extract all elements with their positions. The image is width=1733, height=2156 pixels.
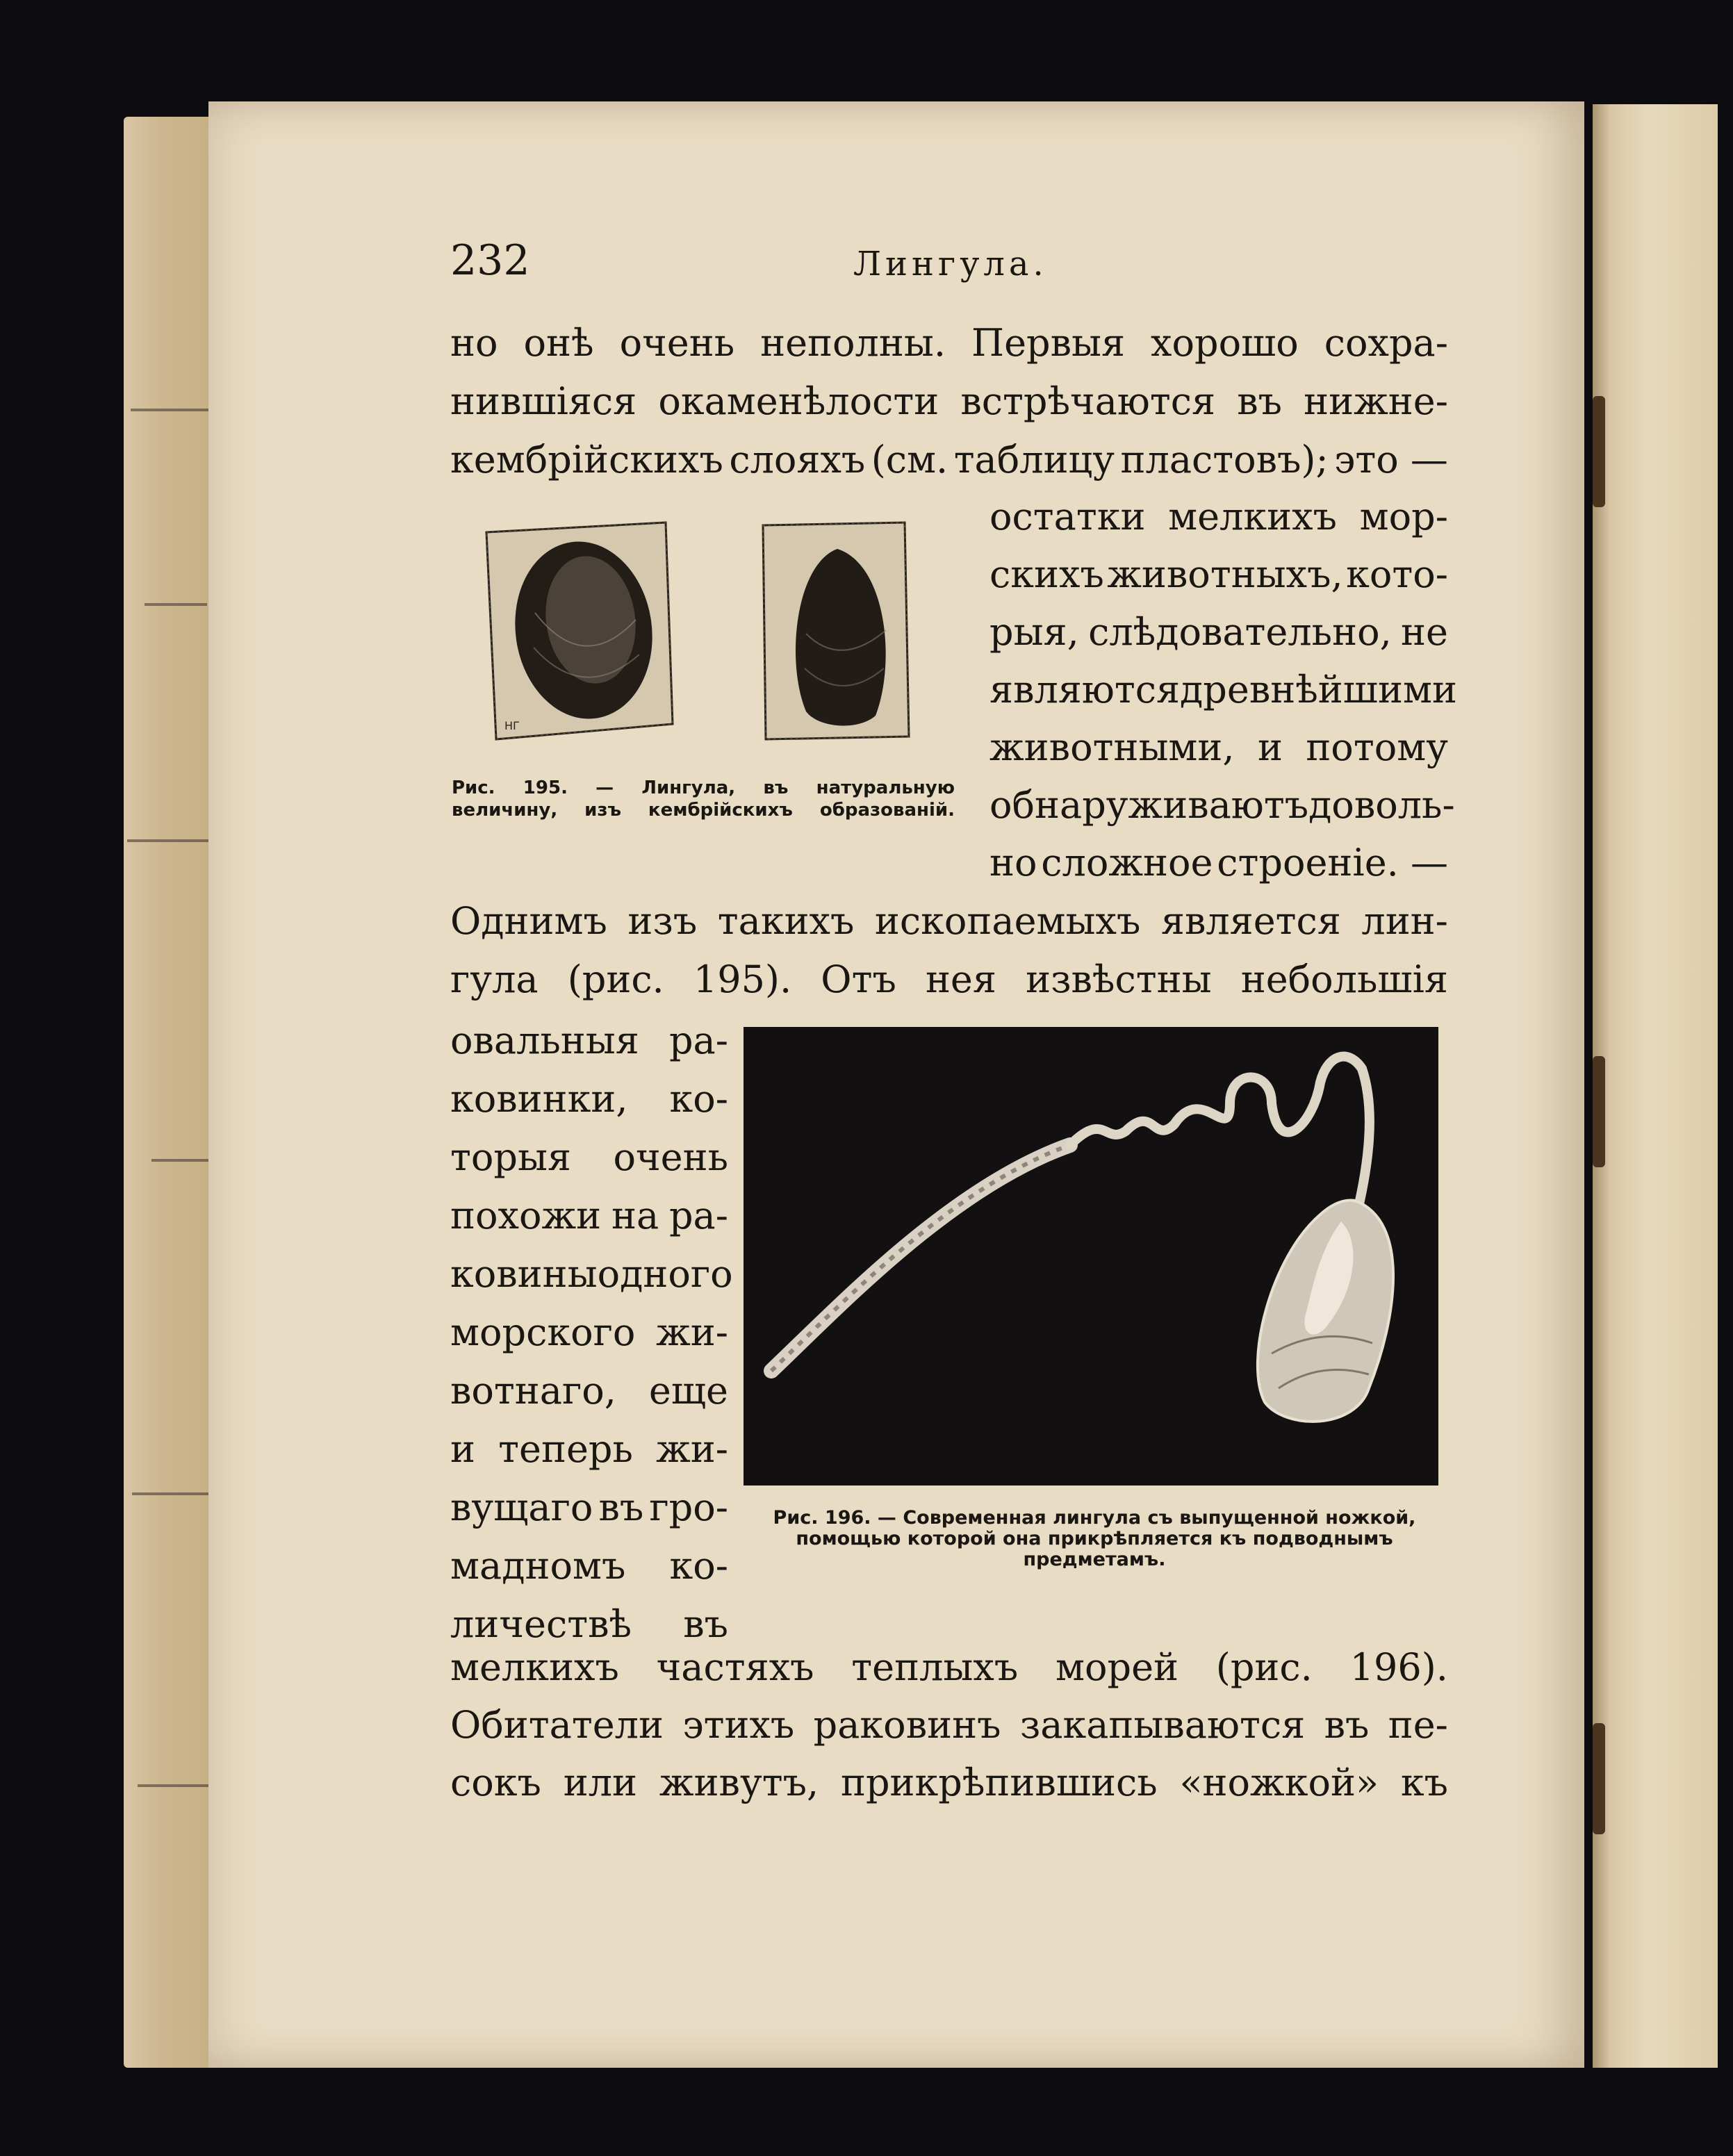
word: морей [1055,1645,1179,1689]
fossil-slab-left [486,522,673,739]
word: встрѣчаются [960,379,1216,423]
word: на [611,1194,659,1237]
word: къ [1400,1761,1448,1804]
word: прикрѣпившись [841,1761,1158,1804]
word: закапываются [1019,1703,1306,1747]
text-line [450,1602,728,1646]
word: ра- [668,1019,728,1062]
word: личествѣ [450,1602,632,1646]
word: потому [1306,725,1448,769]
text-line [989,610,1448,654]
word: Первыя [971,321,1126,365]
word: теплыхъ [851,1645,1019,1689]
word: жи- [656,1427,728,1471]
word: гро- [649,1486,728,1529]
word: вотнаго, [450,1369,616,1413]
word: ковины [450,1252,598,1296]
word: въ [683,1602,728,1646]
word: торыя [450,1135,571,1179]
word: частяхъ [656,1645,814,1689]
word: пластовъ); [1120,438,1329,482]
word: морского [450,1310,636,1354]
word: (см. [871,438,948,482]
word: небольшія [1240,957,1448,1001]
word: обнаруживаютъ [989,783,1309,827]
word: это — [1334,438,1448,482]
text-line [450,899,1448,943]
engraver-mark: НГ [504,719,520,732]
text-line [450,1544,728,1588]
word: этихъ [682,1703,795,1747]
word: нея [925,957,996,1001]
word: кембрійскихъ [450,438,723,482]
word: мор- [1359,495,1448,538]
word: древнѣйшими [1180,668,1457,711]
word: кото- [1346,552,1448,596]
text-line [450,1703,1448,1747]
word: гула [450,957,539,1001]
text-line [450,957,1448,1001]
word: онѣ [523,321,594,365]
text-line [450,1486,728,1529]
word: сложное [1041,841,1213,884]
word: ковинки, [450,1077,628,1121]
word: «ножкой» [1179,1761,1379,1804]
text-line [989,841,1448,884]
text-line [989,668,1457,711]
word: Отъ [821,957,896,1001]
word: Обитатели [450,1703,664,1747]
text-line [450,1077,728,1121]
facing-page-edge [1593,104,1718,2068]
word: животныхъ, [1107,552,1343,596]
word: еще [648,1369,728,1413]
word: мадномъ [450,1544,626,1588]
text-line [450,1252,733,1296]
text-line [450,1135,728,1179]
word: мелкихъ [1168,495,1337,538]
word: лин- [1361,899,1448,943]
word: въ [598,1486,644,1529]
word: одного [597,1252,733,1296]
word: нижне- [1304,379,1448,423]
text-line [989,495,1448,538]
word: являются [989,668,1181,711]
word: и [450,1427,475,1471]
word: очень [619,321,735,365]
text-line [450,1427,728,1471]
word: жи- [656,1310,728,1354]
word: 196). [1349,1645,1448,1689]
text-line [450,1019,728,1062]
word: строеніе. — [1217,841,1448,884]
word: животными, [989,725,1235,769]
word: вущаго [450,1486,593,1529]
text-line [450,1194,728,1237]
word: теперь [498,1427,633,1471]
word: похожи [450,1194,602,1237]
word: раковинъ [813,1703,1001,1747]
figure-195-fossils [479,516,924,752]
text-line [450,438,1448,482]
word: сокъ [450,1761,541,1804]
text-line [450,1645,1448,1689]
text-line [450,379,1448,423]
word: изъ [627,899,698,943]
word: ископаемыхъ [874,899,1141,943]
word: (рис. [567,957,664,1001]
running-title: Лингула. [853,245,1048,283]
word: (рис. [1215,1645,1313,1689]
word: или [563,1761,638,1804]
figure-195-caption: Рис. 195. — Лингула, въ натуральную величину, изъ кембрійскихъ образованій. [452,777,955,821]
page-number: 232 [450,236,530,285]
word: таблицу [953,438,1115,482]
word: хорошо [1151,321,1299,365]
word: въ [1324,1703,1370,1747]
word: нившіяся [450,379,637,423]
word: но [450,321,498,365]
word: въ [1237,379,1282,423]
text-line [450,1761,1448,1804]
word: ко- [669,1544,728,1588]
word: 195). [693,957,792,1001]
word: ра- [668,1194,728,1237]
word: очень [613,1135,728,1179]
word: рыя, [989,610,1079,654]
word: извѣстны [1026,957,1212,1001]
figure-196-caption: Рис. 196. — Современная лингула съ выпущенной ножкой, помощью которой она прикрѣпляется къ подводнымъ предметамъ. [773,1507,1416,1570]
word: живутъ, [659,1761,819,1804]
word: слояхъ [729,438,866,482]
word: мелкихъ [450,1645,619,1689]
word: не [1401,610,1448,654]
word: остатки [989,495,1146,538]
text-line [450,1310,728,1354]
text-line [989,725,1448,769]
word: и [1257,725,1283,769]
word: доволь- [1308,783,1455,827]
text-line [450,1369,728,1413]
word: Однимъ [450,899,607,943]
word: сохра- [1324,321,1448,365]
word: пе- [1388,1703,1448,1747]
word: неполны. [760,321,946,365]
word: окаменѣлости [658,379,939,423]
word: такихъ [717,899,855,943]
word: слѣдовательно, [1088,610,1392,654]
word: но [989,841,1037,884]
figure-196-lingula [744,1027,1438,1486]
text-line [989,552,1448,596]
word: является [1160,899,1341,943]
fossil-slab-right [763,522,909,739]
text-line [450,321,1448,365]
word: скихъ [989,552,1104,596]
word: ко- [669,1077,728,1121]
text-line [989,783,1455,827]
word: овальныя [450,1019,639,1062]
